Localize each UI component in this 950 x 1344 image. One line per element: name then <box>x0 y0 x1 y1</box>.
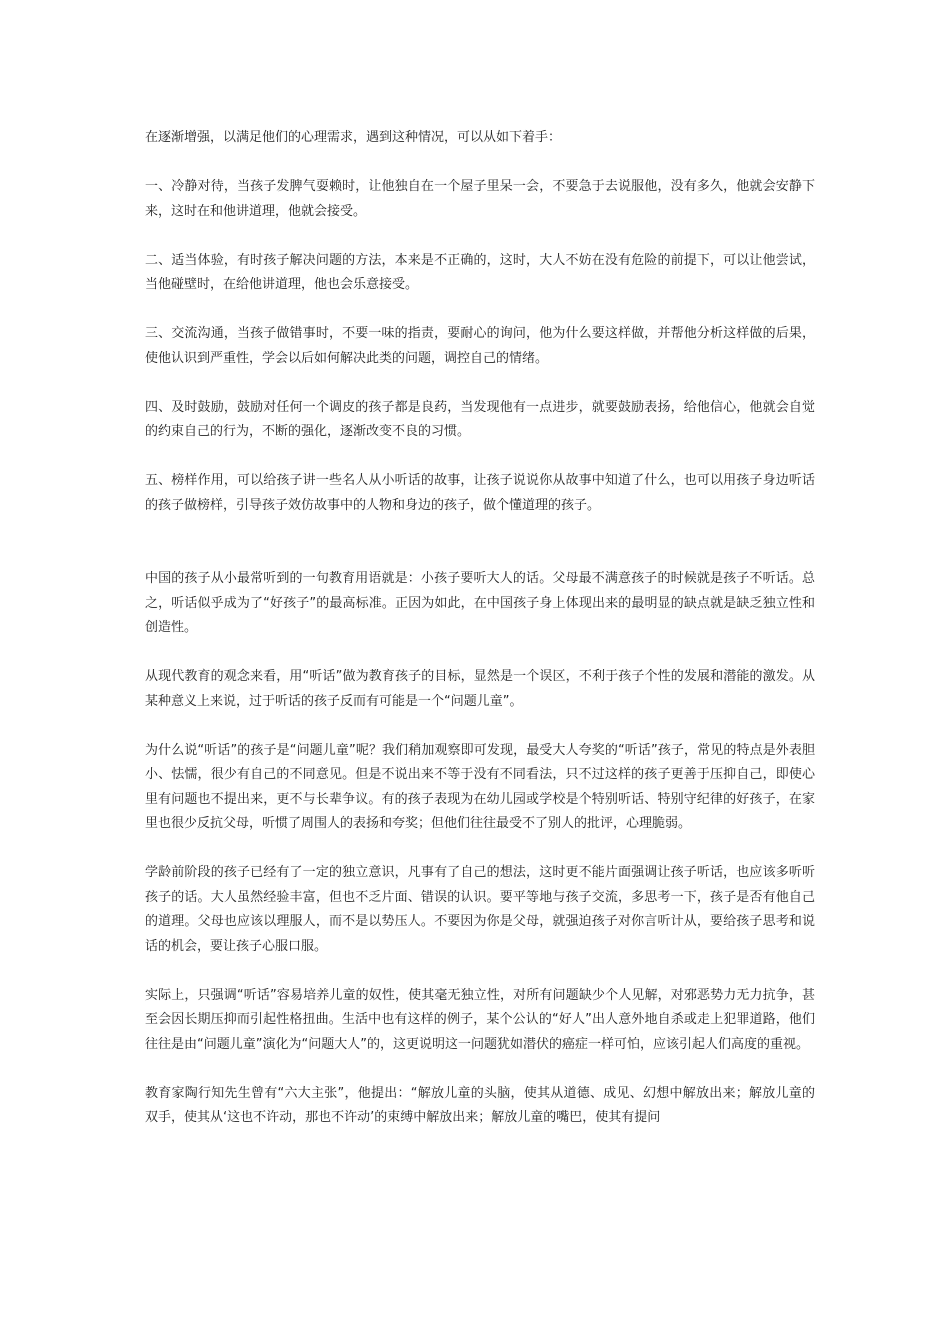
paragraph-tip-4: 四、及时鼓励，鼓励对任何一个调皮的孩子都是良药，当发现他有一点进步，就要鼓励表扬，给他信心，他就会自觉的约束自己的行为，不断的强化，逐渐改变不良的习惯。 <box>145 399 815 439</box>
paragraph-essay-1: 中国的孩子从小最常听到的一句教育用语就是：小孩子要听大人的话。父母最不满意孩子的时候就是孩子不听话。总之，听话似乎成为了“好孩子”的最高标准。正因为如此，在中国孩子身上体现出来的最明显的缺点就是缺乏独立性和创造性。 <box>145 571 815 635</box>
paragraph-essay-4: 学龄前阶段的孩子已经有了一定的独立意识，凡事有了自己的想法，这时更不能片面强调让孩子听话，也应该多听听孩子的话。大人虽然经验丰富，但也不乏片面、错误的认识。要平等地与孩子交流，多思考一下，孩子是否有他自己的道理。父母也应该以理服人，而不是以势压人。不要因为你是父母，就强迫孩子对你言听计从，要给孩子思考和说话的机会，要让孩子心服口服。 <box>145 865 815 954</box>
paragraph-tip-1: 一、冷静对待，当孩子发脾气耍赖时，让他独自在一个屋子里呆一会，不要急于去说服他，没有多久，他就会安静下来，这时在和他讲道理，他就会接受。 <box>145 179 815 219</box>
paragraph-essay-2: 从现代教育的观念来看，用“听话”做为教育孩子的目标，显然是一个误区，不利于孩子个性的发展和潜能的激发。从某种意义上来说，过于听话的孩子反而有可能是一个“问题儿童”。 <box>145 669 815 709</box>
paragraph-essay-5: 实际上，只强调“听话”容易培养儿童的奴性，使其毫无独立性，对所有问题缺少个人见解，对邪恶势力无力抗争，甚至会因长期压抑而引起性格扭曲。生活中也有这样的例子，某个公认的“好人”出人意外地自杀或走上犯罪道路，他们往往是由“问题儿童”演化为“问题大人”的，这更说明这一问题犹如潜伏的癌症一样可怕，应该引起人们高度的重视。 <box>145 987 815 1052</box>
paragraph-tip-3: 三、交流沟通，当孩子做错事时，不要一味的指责，要耐心的询问，他为什么要这样做，并帮他分析这样做的后果，使他认识到严重性，学会以后如何解决此类的问题，调控自己的情绪。 <box>145 326 815 366</box>
paragraph-intro: 在逐渐增强，以满足他们的心理需求，遇到这种情况，可以从如下着手： <box>145 130 562 145</box>
document-body <box>145 126 815 1155</box>
paragraph-tip-5: 五、榜样作用，可以给孩子讲一些名人从小听话的故事，让孩子说说你从故事中知道了什么，也可以用孩子身边听话的孩子做榜样，引导孩子效仿故事中的人物和身边的孩子，做个懂道理的孩子。 <box>145 473 815 513</box>
paragraph-essay-3: 为什么说“听话”的孩子是“问题儿童”呢？我们稍加观察即可发现，最受大人夸奖的“听话”孩子，常见的特点是外表胆小、怯懦，很少有自己的不同意见。但是不说出来不等于没有不同看法，只不过这样的孩子更善于压抑自己，即使心里有问题也不提出来，更不与长辈争议。有的孩子表现为在幼儿园或学校是个特别听话、特别守纪律的好孩子，在家里也很少反抗父母，听惯了周围人的表扬和夸奖；但他们往往最受不了别人的批评，心理脆弱。 <box>145 742 815 831</box>
paragraph-tip-2: 二、适当体验，有时孩子解决问题的方法，本来是不正确的，这时，大人不妨在没有危险的前提下，可以让他尝试，当他碰壁时，在给他讲道理，他也会乐意接受。 <box>145 252 815 292</box>
paragraph-essay-6: 教育家陶行知先生曾有“六大主张”，他提出：“解放儿童的头脑，使其从道德、成见、幻想中解放出来；解放儿童的双手，使其从‘这也不许动，那也不许动’的束缚中解放出来；解放儿童的嘴巴，使其有提问 <box>145 1085 815 1125</box>
